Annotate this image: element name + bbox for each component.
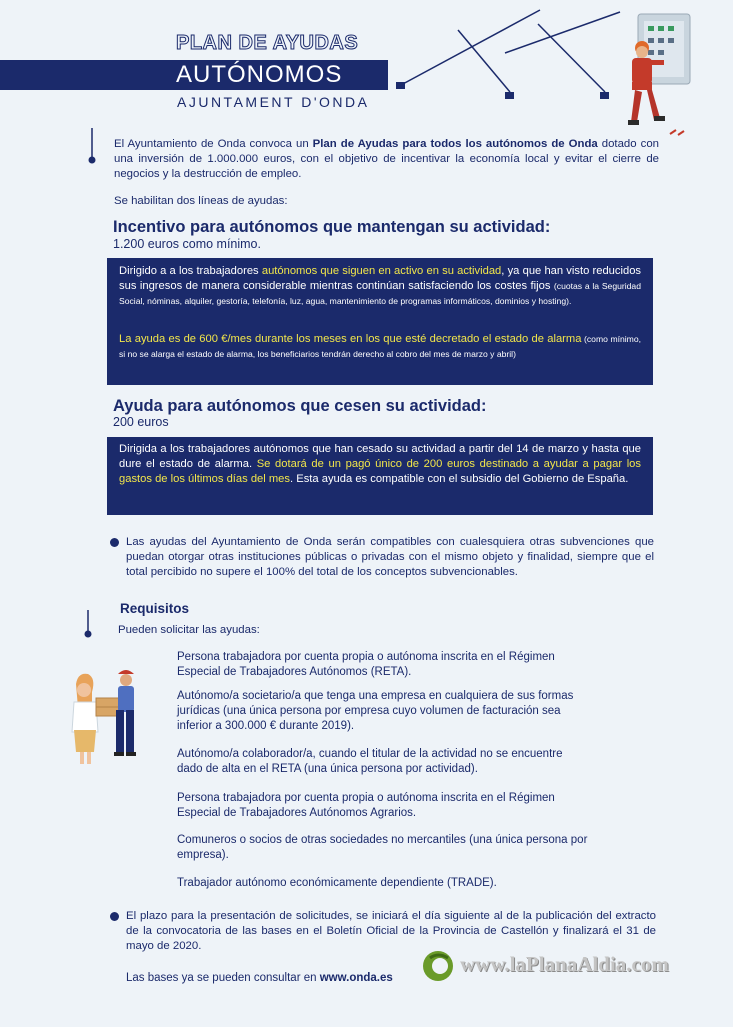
section1-box-p1-highlight: autónomos que siguen en activo en su actividad [261, 265, 502, 277]
section1-box-p1-b: , ya que han visto reducidos sus ingresos de manera considerable mientras continúan satisfaciendo los costes fijos [119, 265, 642, 292]
section2-heading: Ayuda para autónomos que cesen su actividad: [113, 397, 487, 415]
bases-note [126, 972, 393, 984]
section1-box-p2 [119, 332, 641, 362]
requirement-item-2: Autónomo/a societario/a que tenga una empresa en cualquiera de sus formas jurídicas (una única persona por empresa cuyo volumen de facturación sea inferior a 300.000 € durante 2019). [177, 690, 574, 732]
compat-bullet [110, 538, 119, 547]
title-plan-de-ayudas: PLAN DE AYUDAS [176, 32, 359, 54]
intro-text-a: El Ayuntamiento de Onda convoca un [114, 138, 313, 150]
section2-amount: 200 euros [113, 415, 169, 429]
section1-box-p2-small: (como mínimo, si no se alarga el estado de alarma, los beneficiarios tendrán derecho al cobro del mes de marzo y abril) [119, 334, 641, 359]
requirement-item-6: Trabajador autónomo económicamente dependiente (TRADE). [177, 877, 497, 889]
section1-box-p2-highlight: La ayuda es de 600 €/mes durante los meses en los que esté decretado el estado de alarma [119, 333, 582, 345]
watermark-logo-icon [418, 948, 458, 984]
section1-amount: 1.200 euros como mínimo. [113, 237, 261, 251]
compat-note: Las ayudas del Ayuntamiento de Onda serán compatibles con cualesquiera otras subvenciones que puedan otorgar otras instituciones públicas o privadas con el mismo objeto y finalidad, siempre que el total percibido no supere el 100% del total de los conceptos subvencionables. [126, 536, 654, 578]
section1-box-p1-small: (cuotas a la Seguridad Social, nóminas, alquiler, gestoría, telefonía, luz, agua, mantenimiento de programas informáticos, dominios y hosting). [119, 281, 641, 306]
intro-text-bold: Plan de Ayudas para todos los autónomos de Onda [312, 138, 598, 150]
subtitle-ajuntament: AJUNTAMENT D'ONDA [177, 94, 370, 110]
requirement-item-3: Autónomo/a colaborador/a, cuando el titular de la actividad no se encuentre dado de alta en el RETA (una única persona por actividad). [177, 748, 563, 775]
requirements-intro: Pueden solicitar las ayudas: [118, 624, 260, 636]
section1-box [107, 258, 653, 385]
lines-intro: Se habilitan dos líneas de ayudas: [114, 195, 288, 207]
intro-paragraph [114, 137, 659, 182]
deadline-note: El plazo para la presentación de solicitudes, se iniciará el día siguiente al de la publicación del extracto de la convocatoria de las bases en el Boletín Oficial de la Provincia de Castellón y finalizará el 31 de mayo de 2020. [126, 910, 656, 952]
requirements-heading: Requisitos [120, 601, 190, 616]
deadline-bullet [110, 912, 119, 921]
section1-box-p1-a: Dirigido a a los trabajadores [119, 265, 262, 277]
intro-text-b: dotado con una inversión de 1.000.000 euros, con el objetivo de incentivar la economía local y evitar el cierre de negocios y la destrucción de empleo. [114, 138, 659, 180]
section2-box-b: . Esta ayuda es compatible con el subsidio del Gobierno de España. [290, 473, 629, 485]
section2-box-text [119, 442, 641, 487]
section2-box-a: Dirigida a los trabajadores autónomos que han cesado su actividad a partir del 14 de marzo y hasta que dure el estado de alarma. [119, 443, 641, 470]
section1-heading: Incentivo para autónomos que mantengan su actividad: [113, 218, 551, 236]
bases-text: Las bases ya se pueden consultar en [126, 972, 320, 984]
section1-box-p1 [119, 264, 641, 309]
bases-link[interactable]: www.onda.es [319, 972, 393, 984]
delivery-illustration [66, 668, 156, 768]
section2-box-highlight: Se dotará de un pagó único de 200 euros destinado a ayudar a pagar los gastos de los últimos días del mes [119, 458, 641, 485]
requirement-item-4: Persona trabajadora por cuenta propia o autónoma inscrita en el Régimen Especial de Trabajadores Autónomos Agrarios. [177, 792, 555, 819]
watermark-text: www.laPlanaAldia.com [460, 952, 669, 976]
worker-illustration [620, 12, 696, 137]
requirement-item-5: Comuneros o socios de otras sociedades no mercantiles (una única persona por empresa). [177, 834, 588, 861]
section2-box [107, 437, 653, 515]
title-autonomos: AUTÓNOMOS [176, 61, 343, 88]
requirement-item-1: Persona trabajadora por cuenta propia o autónoma inscrita en el Régimen Especial de Trabajadores Autónomos (RETA). [177, 651, 555, 678]
